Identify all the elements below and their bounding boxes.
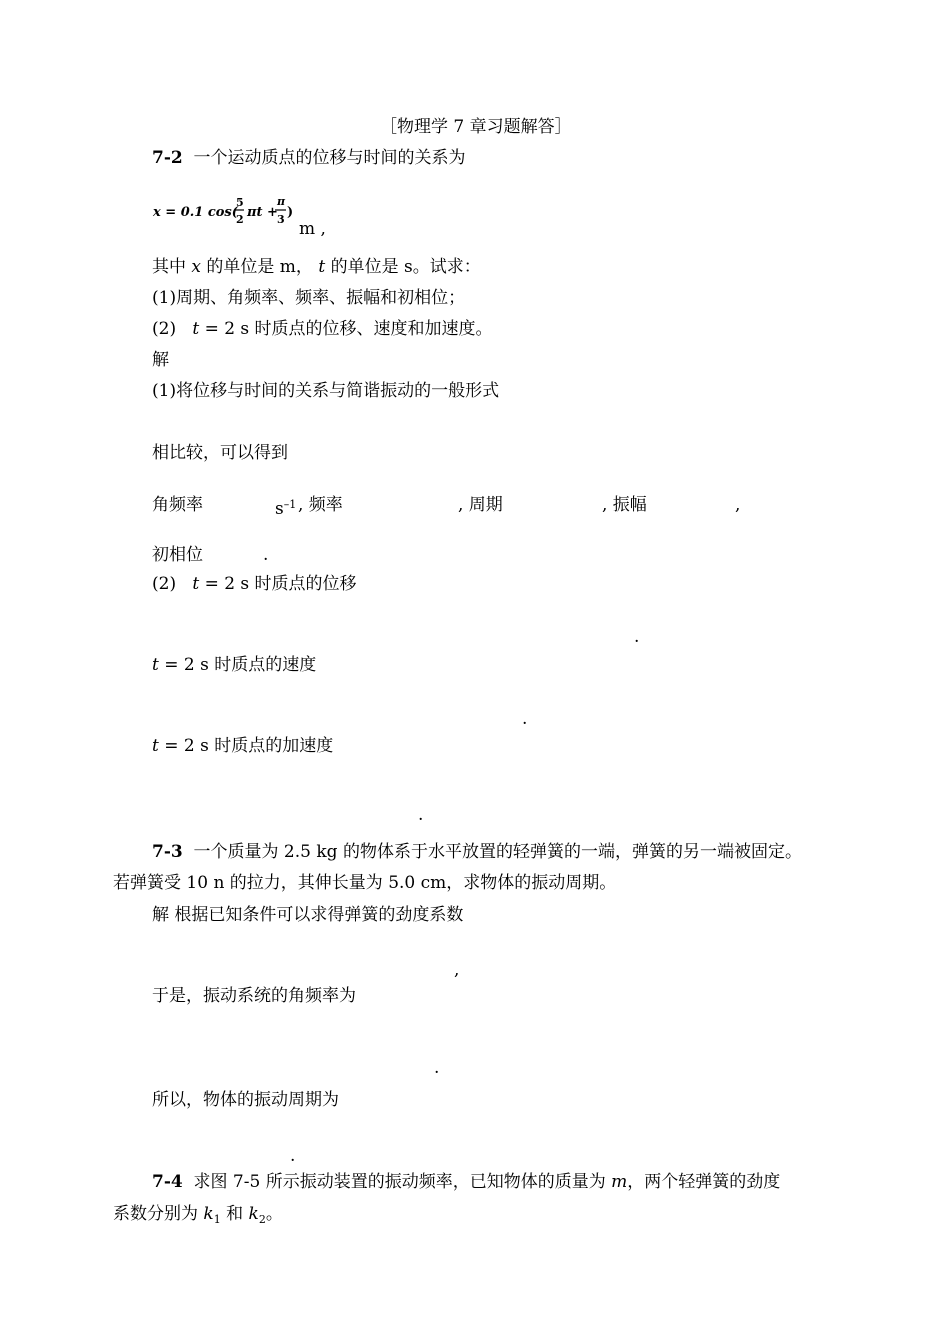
stiffness-result-comma: , <box>454 960 460 980</box>
problem-number: 7-3 <box>152 842 183 862</box>
subscript-2: 2 <box>258 1213 266 1226</box>
solution-label: 解 <box>152 350 169 370</box>
angular-frequency-unit <box>275 494 296 520</box>
var-k2: k <box>248 1204 259 1224</box>
step-text: = 2 s 时质点的位移 <box>204 574 357 594</box>
svg-text:πt +: πt + <box>247 205 278 220</box>
svg-text:5: 5 <box>236 196 244 209</box>
var-m: m <box>611 1172 628 1192</box>
acceleration-label <box>152 735 333 757</box>
velocity-result-period: . <box>522 709 528 729</box>
problem-text: 一个质量为 2.5 kg 的物体系于水平放置的轻弹簧的一端，弹簧的另一端被固定。 <box>193 842 802 862</box>
initial-phase-period: . <box>263 545 269 565</box>
svg-text:2: 2 <box>236 213 244 226</box>
problem-text: 系数分别为 <box>113 1204 198 1224</box>
var-x: x <box>191 257 201 277</box>
page-header: ［物理学 7 章习题解答］ <box>380 117 572 137</box>
solution-step-2 <box>152 573 357 595</box>
vibration-period-result-period: . <box>290 1146 296 1166</box>
unit-exponent: –1 <box>283 498 297 511</box>
acceleration-result-period: . <box>418 805 424 825</box>
problem-number: 7-2 <box>152 148 183 168</box>
svg-text:3: 3 <box>277 213 285 226</box>
step-label: (2) <box>152 574 177 594</box>
var-t: t <box>318 257 326 277</box>
problem-number: 7-4 <box>152 1172 183 1192</box>
frequency-label: , 频率 <box>298 495 343 515</box>
q2-text: = 2 s 时质点的位移、速度和加速度。 <box>204 319 493 339</box>
displacement-formula-image <box>152 190 297 236</box>
question-1: (1)周期、角频率、频率、振幅和初相位； <box>152 288 466 308</box>
angular-frequency-result-period: . <box>434 1058 440 1078</box>
var-k1: k <box>203 1204 214 1224</box>
angular-frequency-text: 于是，振动系统的角频率为 <box>152 986 356 1006</box>
problem-text: 求图 7-5 所示振动装置的振动频率，已知物体的质量为 <box>193 1172 606 1192</box>
problem-7-2-statement <box>152 147 466 169</box>
units-text: 的单位是 m， <box>206 257 313 277</box>
solution-step-1: (1)将位移与时间的关系与简谐振动的一般形式 <box>152 381 500 401</box>
var-t: t <box>152 736 159 756</box>
units-text: 其中 <box>152 257 186 277</box>
displacement-formula <box>152 190 297 241</box>
units-text: 的单位是 s。试求： <box>330 257 481 277</box>
vibration-period-text: 所以，物体的振动周期为 <box>152 1090 339 1110</box>
displacement-result-period: . <box>634 627 640 647</box>
end-punctuation: 。 <box>265 1204 283 1224</box>
problem-7-3-line-1 <box>152 841 802 863</box>
problem-7-4-line-1 <box>152 1171 780 1193</box>
formula-unit: m , <box>299 219 326 239</box>
amplitude-comma: , <box>735 495 741 515</box>
svg-text:π: π <box>277 195 286 208</box>
velocity-label <box>152 654 316 676</box>
svg-text:): ) <box>287 205 294 220</box>
svg-text:x = 0.1 cos(: x = 0.1 cos( <box>153 205 238 220</box>
subscript-1: 1 <box>213 1213 221 1226</box>
velocity-text: = 2 s 时质点的速度 <box>164 655 317 675</box>
problem-7-3-line-2: 若弹簧受 10 n 的拉力，其伸长量为 5.0 cm，求物体的振动周期。 <box>113 873 617 893</box>
angular-frequency-label: 角频率 <box>152 495 203 515</box>
units-statement <box>152 256 481 278</box>
period-label: , 周期 <box>458 495 503 515</box>
problem-7-4-line-2 <box>113 1203 283 1231</box>
var-t: t <box>192 574 200 594</box>
var-t: t <box>192 319 200 339</box>
compare-text: 相比较，可以得到 <box>152 443 288 463</box>
problem-text: ，两个轻弹簧的劲度 <box>627 1172 781 1192</box>
solution-7-3: 解 根据已知条件可以求得弹簧的劲度系数 <box>152 905 464 925</box>
initial-phase-label: 初相位 <box>152 545 203 565</box>
amplitude-label: , 振幅 <box>602 495 647 515</box>
problem-text: 一个运动质点的位移与时间的关系为 <box>193 148 466 168</box>
unit-s: s <box>275 499 284 519</box>
question-2 <box>152 318 493 340</box>
conjunction: 和 <box>226 1204 244 1224</box>
acceleration-text: = 2 s 时质点的加速度 <box>164 736 334 756</box>
q2-label: (2) <box>152 319 177 339</box>
var-t: t <box>152 655 159 675</box>
